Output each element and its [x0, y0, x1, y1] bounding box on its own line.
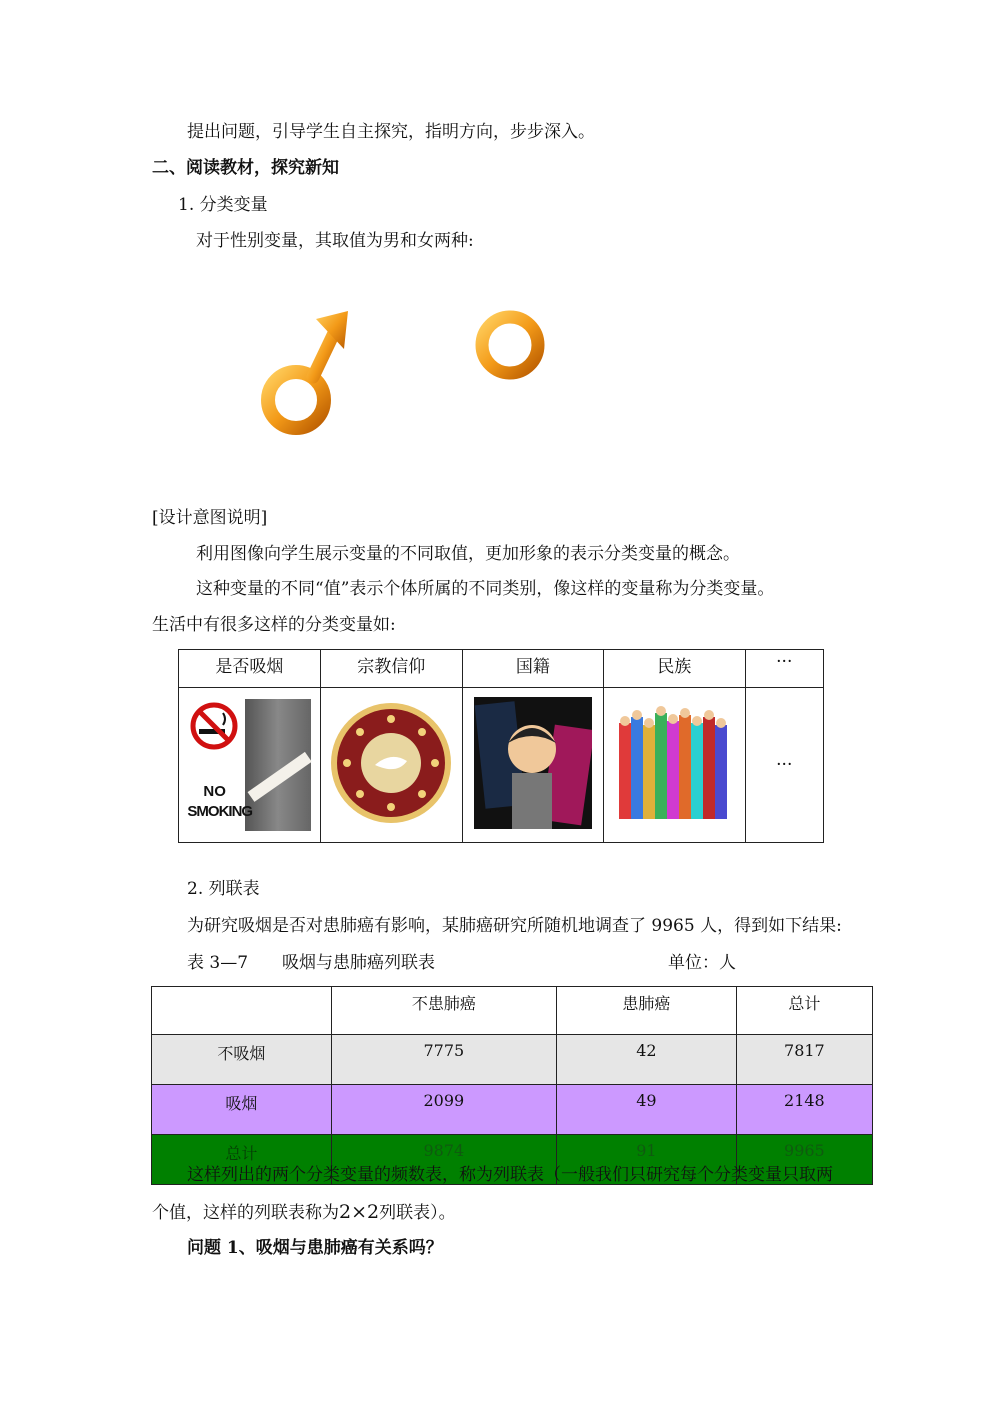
cell-value: 49	[557, 1085, 737, 1135]
header-smoking: 是否吸烟	[179, 650, 321, 688]
explain-line-2	[152, 1200, 456, 1225]
no-smoking-icon	[189, 701, 239, 773]
no-smoking-label-1: NO	[203, 783, 226, 800]
explain-line-2-math: 2×2	[339, 1201, 380, 1223]
no-smoking-label-2: SMOKING	[187, 803, 253, 820]
nationality-cell	[462, 688, 603, 843]
ct-header-empty	[152, 987, 332, 1035]
header-ethnicity: 民族	[604, 650, 745, 688]
category-definition-text: 这种变量的不同“值”表示个体所属的不同类别，像这样的变量称为分类变量。	[196, 579, 775, 599]
study-text: 为研究吸烟是否对患肺癌有影响，某肺癌研究所随机地调查了 9965 人，得到如下结果:	[187, 916, 842, 936]
cell-value: 2148	[736, 1085, 872, 1135]
cell-value: 9874	[331, 1135, 556, 1185]
cell-value: 91	[557, 1135, 737, 1185]
sex-variable-text: 对于性别变量，其取值为男和女两种:	[196, 231, 474, 251]
female-symbol-icon	[468, 305, 558, 450]
cell-value: 9965	[736, 1135, 872, 1185]
category-examples-table	[178, 649, 824, 843]
sub1-heading: 1. 分类变量	[178, 195, 268, 215]
header-religion: 宗教信仰	[320, 650, 462, 688]
no-smoking-cell	[179, 688, 321, 843]
design-intent-heading: [设计意图说明]	[152, 508, 268, 528]
cell-value: 7775	[331, 1035, 556, 1085]
religion-cell	[320, 688, 462, 843]
ellipsis-cell: ···	[745, 688, 823, 843]
cell-value: 42	[557, 1035, 737, 1085]
explain-line-2-b: 列联表）。	[379, 1203, 456, 1223]
intro-line: 提出问题，引导学生自主探究，指明方向，步步深入。	[187, 122, 595, 142]
explain-line-2-a: 个值，这样的列联表称为	[152, 1203, 339, 1223]
examples-intro: 生活中有很多这样的分类变量如:	[152, 615, 396, 635]
row-label-smoker: 吸烟	[152, 1085, 332, 1135]
unit-label: 单位：人	[668, 953, 736, 973]
header-nationality: 国籍	[462, 650, 603, 688]
sub2-heading: 2. 列联表	[187, 879, 260, 899]
ethnicity-cell	[604, 688, 745, 843]
ethnic-groups-crowd-icon	[615, 703, 733, 823]
table-row	[152, 1035, 873, 1085]
design-intent-text: 利用图像向学生展示变量的不同取值，更加形象的表示分类变量的概念。	[196, 544, 740, 564]
section2-heading: 二、阅读教材，探究新知	[152, 158, 339, 178]
explain-line-1: 这样列出的两个分类变量的频数表，称为列联表（一般我们只研究每个分类变量只取两	[187, 1165, 833, 1185]
row-label-nonsmoker: 不吸烟	[152, 1035, 332, 1085]
male-symbol-icon	[256, 305, 356, 440]
ct-header-total: 总计	[736, 987, 872, 1035]
cell-value: 7817	[736, 1035, 872, 1085]
contingency-table	[151, 986, 873, 1185]
passport-person-icon	[474, 697, 592, 829]
cell-value: 2099	[331, 1085, 556, 1135]
header-ellipsis: ···	[745, 650, 823, 688]
ct-header-cancer: 患肺癌	[557, 987, 737, 1035]
row-label-total: 总计	[152, 1135, 332, 1185]
table-caption: 表 3—7 吸烟与患肺癌列联表	[187, 953, 436, 973]
religion-wheel-icon	[329, 701, 453, 825]
ct-header-no-cancer: 不患肺癌	[331, 987, 556, 1035]
question-1: 问题 1、吸烟与患肺癌有关系吗？	[187, 1238, 443, 1258]
table-row	[152, 1085, 873, 1135]
